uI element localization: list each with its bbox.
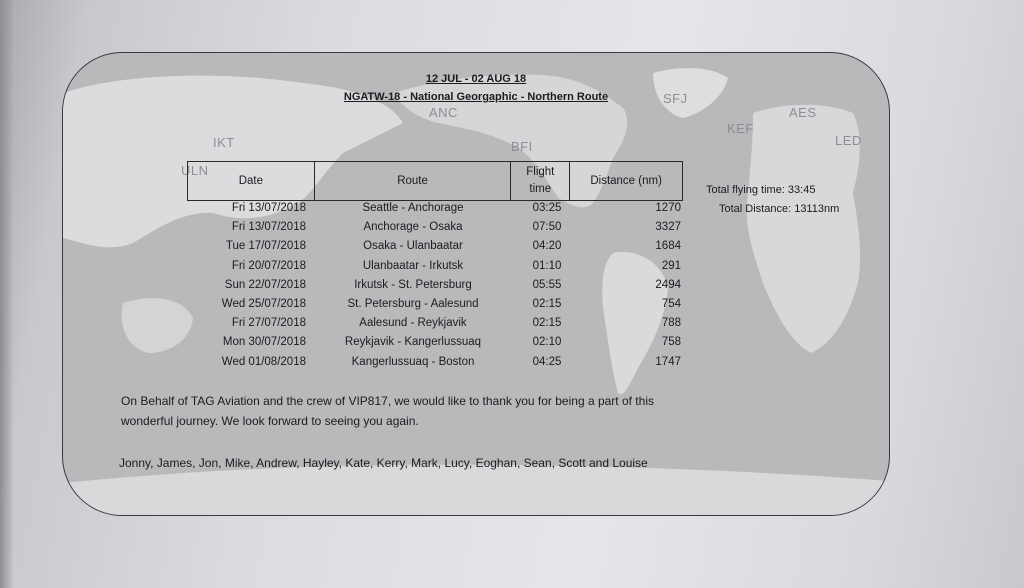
totals-block [703, 181, 839, 219]
header-route: Route [315, 162, 512, 200]
table-row [187, 201, 681, 220]
cell-time: 07:50 [532, 221, 562, 234]
table-row [187, 239, 681, 258]
cell-route: Irkutsk - St. Petersburg [354, 278, 472, 291]
map-label-kef: KEF [727, 121, 754, 136]
cell-route: Ulanbaatar - Irkutsk [362, 259, 464, 272]
route-title: NGATW-18 - National Georgaphic - Northern Route [343, 91, 609, 103]
header-date: Date [188, 162, 315, 200]
paper-edge-shadow [0, 0, 14, 588]
map-label-ikt: IKT [213, 135, 235, 150]
cell-date: Fri 20/07/2018 [231, 259, 306, 272]
cell-time: 04:20 [532, 240, 562, 253]
cell-route: Aalesund - Reykjavik [359, 317, 467, 330]
thank-you-line-2: wonderful journey. We look forward to seeing you again. [121, 414, 419, 428]
table-header [187, 161, 683, 201]
cell-distance: 291 [661, 259, 681, 272]
cell-time: 02:10 [532, 336, 562, 349]
itinerary-card [62, 52, 890, 516]
cell-date: Fri 13/07/2018 [231, 202, 306, 214]
map-label-led: LED [835, 133, 862, 148]
cell-time: 02:15 [532, 297, 562, 310]
map-label-anc: ANC [429, 105, 458, 120]
cell-distance: 1684 [655, 240, 681, 253]
header-flight-time-line1: Flight [526, 166, 555, 178]
landmass-antarctica [63, 465, 889, 515]
header-flight-time [511, 162, 570, 200]
table-row [187, 316, 681, 335]
table-row [187, 259, 681, 278]
cell-distance: 754 [661, 297, 681, 310]
table-row [187, 355, 681, 374]
cell-date: Wed 25/07/2018 [221, 297, 306, 310]
cell-time: 05:55 [532, 278, 562, 291]
cell-date: Tue 17/07/2018 [225, 240, 306, 253]
table-row [187, 278, 681, 297]
thank-you-message [121, 391, 801, 431]
cell-distance: 788 [661, 317, 681, 330]
map-label-uln: ULN [181, 163, 209, 178]
cell-date: Wed 01/08/2018 [221, 355, 306, 368]
thank-you-line-1: On Behalf of TAG Aviation and the crew of VIP817, we would like to thank you for being a part of this [121, 394, 654, 408]
cell-route: Seattle - Anchorage [362, 202, 464, 214]
cell-time: 04:25 [532, 355, 562, 368]
flight-table-body [187, 201, 681, 374]
cell-date: Sun 22/07/2018 [224, 278, 306, 291]
cell-distance: 1270 [655, 202, 681, 214]
trip-dates: 12 JUL - 02 AUG 18 [425, 73, 527, 85]
crew-names: Jonny, James, Jon, Mike, Andrew, Hayley, Kate, Kerry, Mark, Lucy, Eoghan, Sean, Scott and Louise [119, 456, 648, 470]
table-row [187, 335, 681, 354]
cell-date: Fri 13/07/2018 [231, 221, 306, 234]
cell-route: Anchorage - Osaka [363, 221, 463, 234]
table-row [187, 220, 681, 239]
total-distance: Total Distance: 13113nm [719, 203, 840, 215]
map-label-aes: AES [789, 105, 817, 120]
cell-distance: 1747 [655, 355, 681, 368]
cell-time: 03:25 [532, 202, 562, 214]
header-flight-time-line2: time [529, 183, 552, 195]
total-flying-time: Total flying time: 33:45 [706, 184, 816, 196]
cell-distance: 758 [661, 336, 681, 349]
cell-route: St. Petersburg - Aalesund [347, 297, 479, 310]
cell-route: Osaka - Ulanbaatar [363, 240, 463, 253]
cell-time: 01:10 [532, 259, 562, 272]
header-distance: Distance (nm) [590, 174, 662, 187]
map-label-bfi: BFI [511, 139, 533, 154]
cell-date: Mon 30/07/2018 [222, 336, 306, 349]
map-label-sfj: SFJ [663, 91, 688, 106]
landmass-australia [122, 298, 193, 353]
cell-route: Kangerlussuaq - Boston [351, 355, 475, 368]
cell-date: Fri 27/07/2018 [231, 317, 306, 330]
cell-distance: 3327 [655, 221, 681, 234]
table-row [187, 297, 681, 316]
cell-time: 02:15 [532, 317, 562, 330]
cell-distance: 2494 [655, 278, 681, 291]
cell-route: Reykjavik - Kangerlussuaq [344, 336, 482, 349]
